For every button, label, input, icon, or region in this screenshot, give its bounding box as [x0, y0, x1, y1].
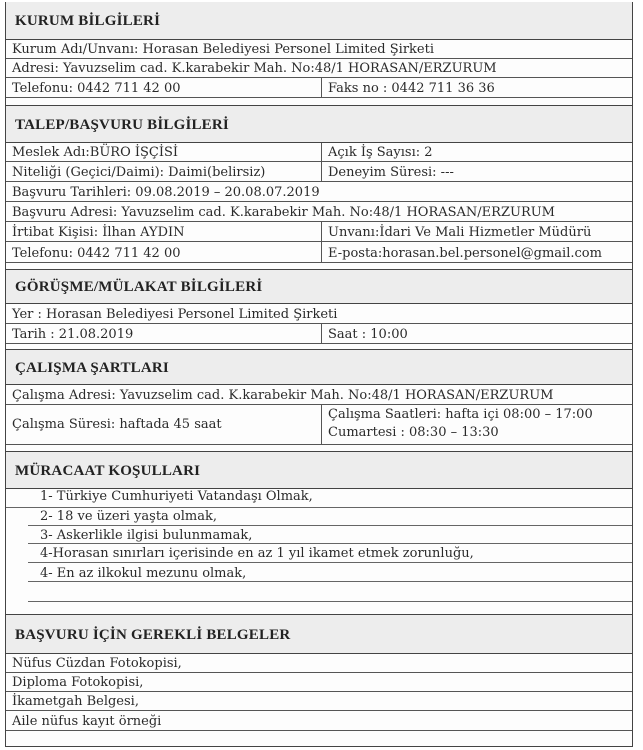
muracaat-item-1: 1- Türkiye Cumhuriyeti Vatandaşı Olmak,: [40, 489, 313, 504]
application-form: [5, 2, 633, 747]
belge-row: [6, 692, 632, 711]
talep-adres-row: [6, 202, 632, 222]
muracaat-item-2: 2- 18 ve üzeri yaşta olmak,: [40, 509, 218, 524]
kurum-adres-row: [6, 59, 632, 78]
unvani: Unvanı:İdari Ve Mali Hizmetler Müdürü: [321, 222, 632, 241]
section-title-calisma: ÇALIŞMA ŞARTLARI: [6, 349, 632, 385]
calisma-saatleri-cumartesi: Cumartesi : 08:30 – 13:30: [328, 425, 499, 440]
calisma-adres-row: [6, 385, 632, 405]
kurum-adi-row: [6, 40, 632, 59]
talep-tarih-row: [6, 182, 632, 202]
kurum-faks: Faks no : 0442 711 36 36: [321, 78, 632, 97]
gorusme-yer: Yer : Horasan Belediyesi Personel Limited Şirketi: [12, 307, 338, 322]
talep-telefon: Telefonu: 0442 711 42 00: [12, 246, 181, 261]
kurum-adres: Adresi: Yavuzselim cad. K.karabekir Mah. No:48/1 HORASAN/ERZURUM: [12, 61, 497, 76]
gorusme-saat: Saat : 10:00: [321, 324, 632, 343]
e-posta: E-posta:horasan.bel.personel@gmail.com: [321, 242, 632, 262]
divider: [28, 562, 632, 563]
section-title-talep: TALEP/BAŞVURU BİLGİLERİ: [6, 105, 632, 143]
calisma-adresi: Çalışma Adresi: Yavuzselim cad. K.karabekir Mah. No:48/1 HORASAN/ERZURUM: [12, 388, 554, 403]
calisma-sure-row: [6, 405, 632, 445]
talep-irtibat-row: [6, 222, 632, 242]
divider: [28, 525, 632, 526]
section-title-muracaat: MÜRACAAT KOŞULLARI: [6, 451, 632, 489]
belge-item-2: Diploma Fotokopisi,: [12, 675, 144, 690]
belge-item-1: Nüfus Cüzdan Fotokopisi,: [12, 656, 182, 671]
muracaat-item-5: 4- En az ilkokul mezunu olmak,: [40, 566, 247, 581]
belge-row: [6, 673, 632, 692]
section-title-belgeler: BAŞVURU İÇİN GEREKLİ BELGELER: [6, 614, 632, 654]
calisma-saatleri: [321, 405, 632, 444]
basvuru-tarihleri: Başvuru Tarihleri: 09.08.2019 – 20.08.07.2019: [12, 185, 320, 200]
kurum-telefon-row: [6, 78, 632, 98]
divider: [28, 543, 632, 544]
gorusme-yer-row: [6, 304, 632, 324]
talep-nitelik-row: [6, 162, 632, 182]
meslek-adi: Meslek Adı:BÜRO İŞÇİSİ: [12, 145, 179, 160]
calisma-suresi: Çalışma Süresi: haftada 45 saat: [12, 416, 222, 432]
belge-row: [6, 654, 632, 673]
divider: [6, 507, 632, 508]
niteligi: Niteliği (Geçici/Daimi): Daimi(belirsiz): [12, 165, 266, 180]
kurum-adi: Kurum Adı/Unvanı: Horasan Belediyesi Personel Limited Şirketi: [12, 42, 434, 57]
talep-telefon-row: [6, 242, 632, 263]
muracaat-item-4: 4-Horasan sınırları içerisinde en az 1 yıl ikamet etmek zorunluğu,: [40, 546, 474, 561]
acik-is-sayisi: Açık İş Sayısı: 2: [321, 143, 632, 161]
belge-row: [6, 711, 632, 731]
divider: [28, 601, 632, 602]
gorusme-tarih-row: [6, 324, 632, 344]
gorusme-tarih: Tarih : 21.08.2019: [12, 327, 134, 342]
belge-item-4: Aile nüfus kayıt örneği: [12, 714, 162, 729]
deneyim-suresi: Deneyim Süresi: ---: [321, 162, 632, 181]
section-title-gorusme: GÖRÜŞME/MÜLAKAT BİLGİLERİ: [6, 269, 632, 304]
muracaat-item-3: 3- Askerlikle ilgisi bulunmamak,: [40, 528, 253, 543]
talep-meslek-row: [6, 143, 632, 162]
calisma-saatleri-haftaici: Çalışma Saatleri: hafta içi 08:00 – 17:00: [328, 407, 593, 422]
belge-item-3: İkametgah Belgesi,: [12, 694, 139, 709]
irtibat-kisisi: İrtibat Kişisi: İlhan AYDIN: [12, 225, 185, 240]
kurum-telefon: Telefonu: 0442 711 42 00: [12, 81, 181, 96]
section-title-kurum: KURUM BİLGİLERİ: [6, 2, 632, 40]
basvuru-adresi: Başvuru Adresi: Yavuzselim cad. K.karabekir Mah. No:48/1 HORASAN/ERZURUM: [12, 205, 555, 220]
divider: [28, 581, 632, 582]
